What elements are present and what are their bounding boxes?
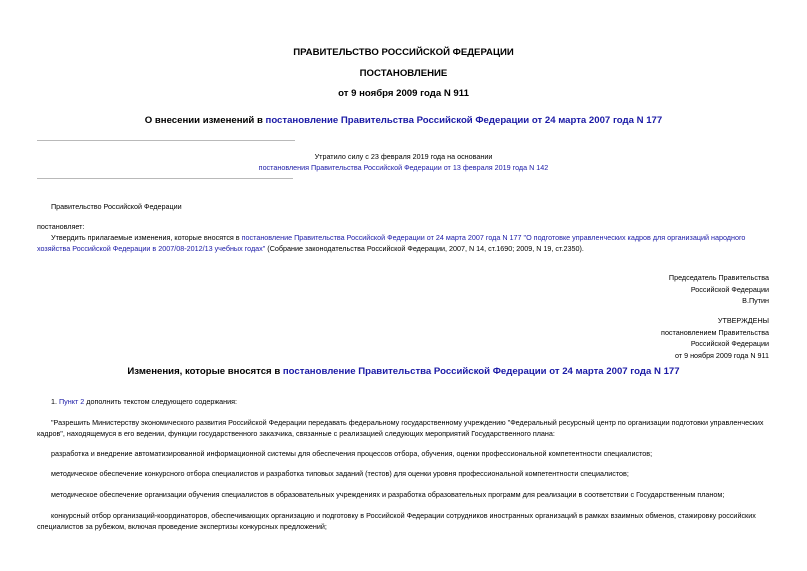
paragraph-approve-text1: Утвердить прилагаемые изменения, которые вносятся в [51, 233, 242, 242]
document-date-number: от 9 ноября 2009 года N 911 [338, 88, 469, 99]
divider-top [37, 140, 295, 141]
item-1-text: дополнить текстом следующего содержания: [84, 397, 238, 406]
item-1-link[interactable]: Пункт 2 [59, 397, 85, 406]
list-item: конкурсный отбор организаций-координаторов, обеспечивающих организацию и подготовку в Российской Федерации сотрудников иностранных организаций в рамках взаимных обменов, стажировку российских специалистов за рубежом, включая проведение экспертизы конкурсных предложений; [37, 511, 756, 531]
signature-line-2: Российской Федерации [690, 284, 769, 294]
government-name: ПРАВИТЕЛЬСТВО РОССИЙСКОЙ ФЕДЕРАЦИИ [293, 47, 514, 58]
changes-title-prefix: Изменения, которые вносятся в [127, 366, 283, 377]
changes-title-link[interactable]: постановление Правительства Российской Федерации от 24 марта 2007 года N 177 [282, 366, 680, 377]
paragraph-approve-link2[interactable]: "О подготовке управленческих кадров для организаций народного хозяйства Российской Федерации в 2007/08-2012/13 учебных годах" [37, 233, 746, 253]
issuer-text: Правительство Российской Федерации [51, 202, 182, 211]
paragraph-approve-link1[interactable]: постановление Правительства Российской Федерации от 24 марта 2007 года N 177 [241, 233, 522, 242]
approved-line-1: УТВЕРЖДЕНЫ [717, 316, 769, 325]
document-title-prefix: О внесении изменений в [144, 115, 266, 126]
document-type: ПОСТАНОВЛЕНИЕ [359, 68, 448, 79]
approved-line-3: Российской Федерации [690, 339, 769, 349]
decree-text: постановляет: [37, 222, 85, 231]
status-link[interactable]: постановления Правительства Российской Федерации от 13 февраля 2019 года N 142 [258, 163, 549, 172]
approved-line-2: постановлением Правительства [661, 327, 769, 337]
paragraph-approve [37, 232, 770, 254]
paragraph-approve-text3: (Собрание законодательства Российской Федерации, 2007, N 14, ст.1690; 2009, N 19, ст.2350). [265, 244, 584, 253]
item-1-prefix: 1. [51, 397, 59, 406]
list-item: методическое обеспечение конкурсного отбора специалистов и разработка типовых заданий (тестов) для оценки уровня профессиональной компетентности специалистов; [51, 469, 629, 478]
approved-line-4: от 9 ноября 2009 года N 911 [674, 350, 769, 360]
item-1 [51, 396, 237, 407]
signature-line-1: Председатель Правительства [668, 273, 769, 282]
document-title-link[interactable]: постановление Правительства Российской Федерации от 24 марта 2007 года N 177 [265, 115, 663, 126]
quote-paragraph: "Разрешить Министерству экономического развития Российской Федерации передавать федеральному государственному учреждению "Федеральный ресурсный центр по организации подготовки управленческих кадров", находящемуся в его ведении, функции государственного заказчика, связанные с реализацией следующих мероприятий Государственного плана: [37, 418, 764, 438]
list-item: разработка и внедрение автоматизированной информационной системы для обеспечения процессов отбора, обучения, оценки профессиональной компетентности специалистов; [51, 449, 653, 458]
signature-line-3: В.Путин [742, 296, 769, 306]
approved-block [661, 315, 769, 361]
status-link-line [0, 162, 807, 173]
divider-bottom [37, 178, 293, 179]
signature-block [669, 272, 769, 307]
changes-title [0, 366, 807, 377]
list-item: методическое обеспечение организации обучения специалистов в образовательных учреждениях и разработка образовательных программ для реализации в соответствии с Государственным планом; [51, 490, 725, 499]
document-title [0, 115, 807, 126]
status-line: Утратило силу с 23 февраля 2019 года на основании [314, 152, 493, 161]
